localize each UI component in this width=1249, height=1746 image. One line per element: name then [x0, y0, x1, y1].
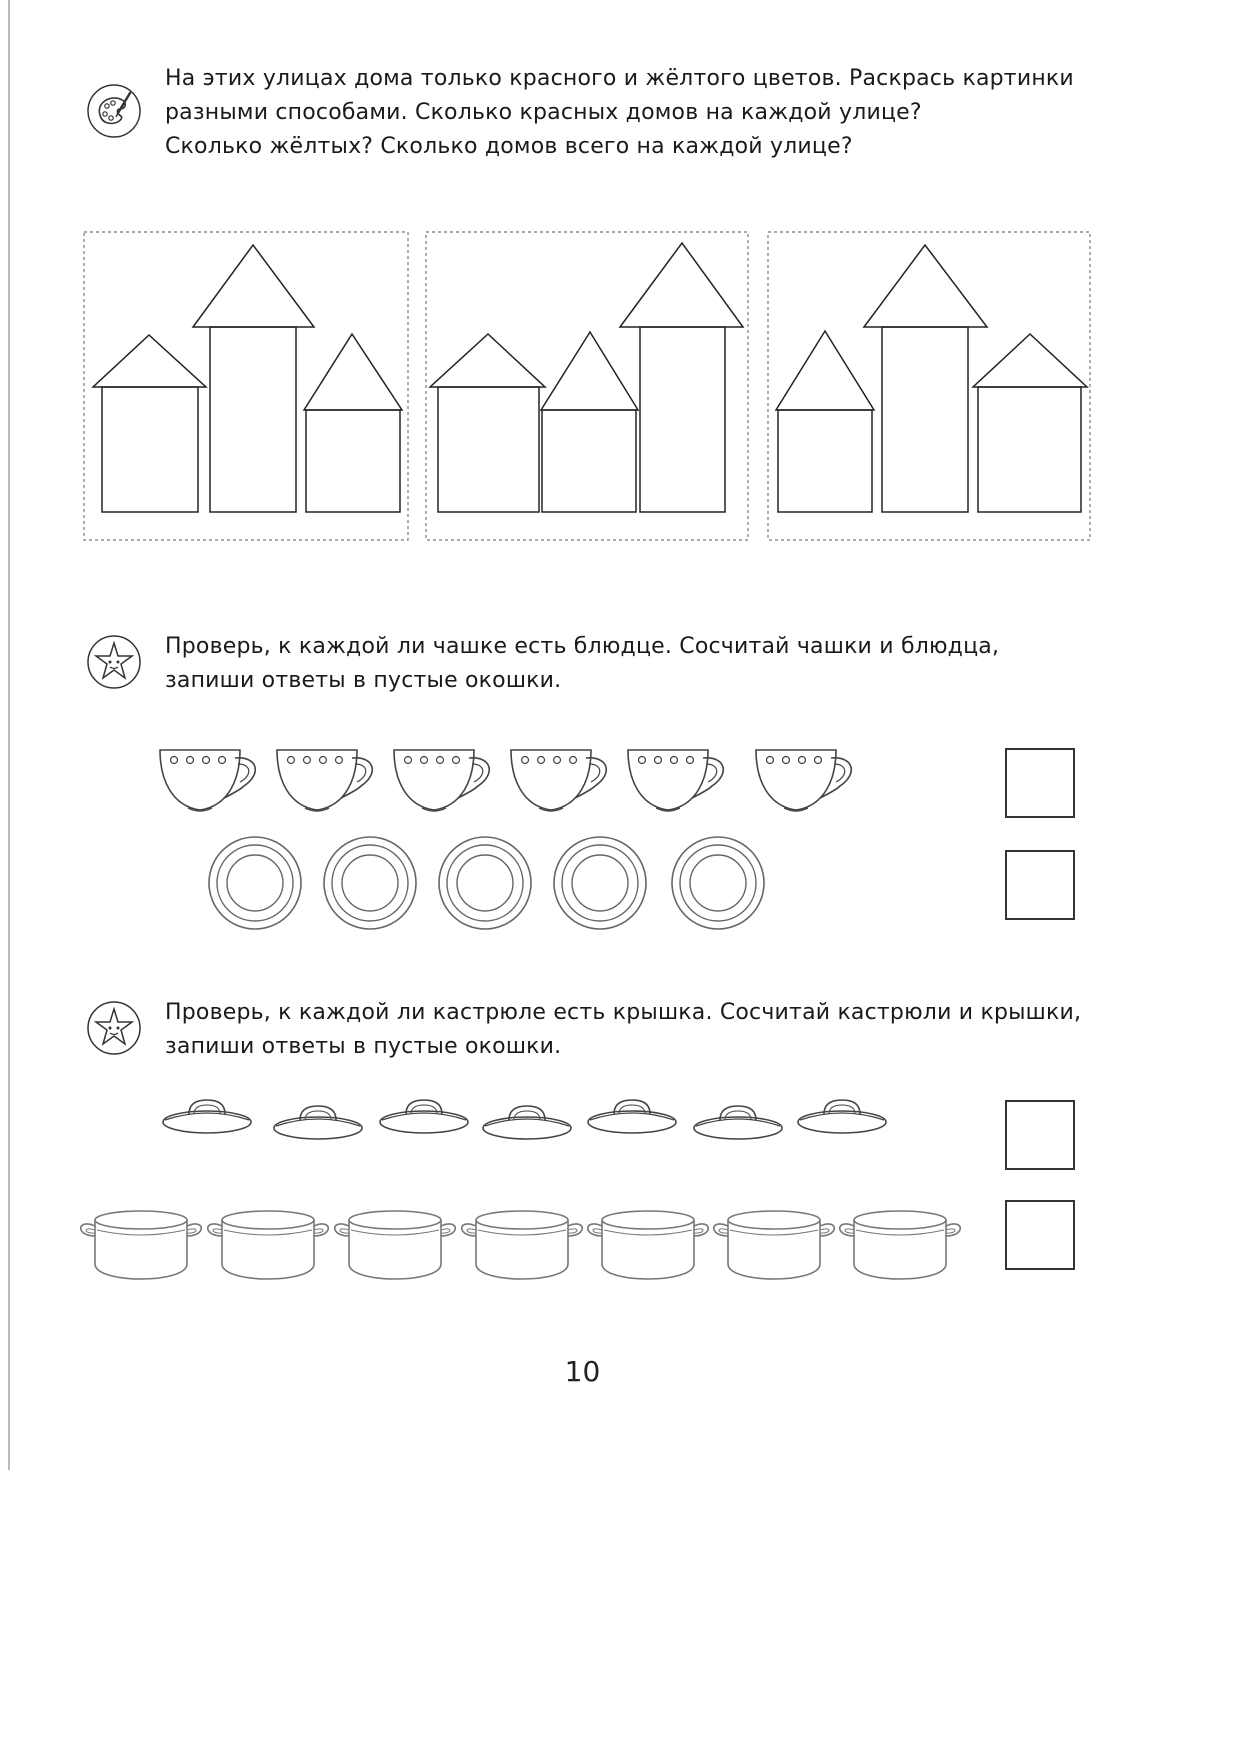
task1-line-3: Сколько жёлтых? Сколько домов всего на каждой улице?	[165, 134, 853, 159]
lids-answer-box[interactable]	[1005, 1100, 1075, 1170]
task3-line-1: Проверь, к каждой ли кастрюле есть крышка. Сосчитай кастрюли и крышки,	[165, 1000, 1082, 1025]
lid-4	[483, 1106, 571, 1139]
pot-5	[588, 1211, 709, 1279]
lid-3	[380, 1100, 468, 1133]
pot-6	[714, 1211, 835, 1279]
lid-6	[694, 1106, 782, 1139]
task3-line-2: запиши ответы в пустые окошки.	[165, 1034, 562, 1059]
pots-answer-box[interactable]	[1005, 1200, 1075, 1270]
task1-line-2: разными способами. Сколько красных домов на каждой улице?	[165, 100, 922, 125]
lid-7	[798, 1100, 886, 1133]
lid-1	[163, 1100, 251, 1133]
task1-line-1: На этих улицах дома только красного и жёлтого цветов. Раскрась картинки	[165, 66, 1074, 91]
page-number: 10	[564, 1355, 601, 1388]
pots-row	[81, 1211, 961, 1279]
pot-2	[208, 1211, 329, 1279]
task2-line-2: запиши ответы в пустые окошки.	[165, 668, 562, 693]
lid-2	[274, 1106, 362, 1139]
task2-line-1: Проверь, к каждой ли чашке есть блюдце. Сосчитай чашки и блюдца,	[165, 634, 1000, 659]
pot-1	[81, 1211, 202, 1279]
lid-5	[588, 1100, 676, 1133]
pot-7	[840, 1211, 961, 1279]
lids-row	[163, 1100, 886, 1139]
pot-3	[335, 1211, 456, 1279]
pot-4	[462, 1211, 583, 1279]
